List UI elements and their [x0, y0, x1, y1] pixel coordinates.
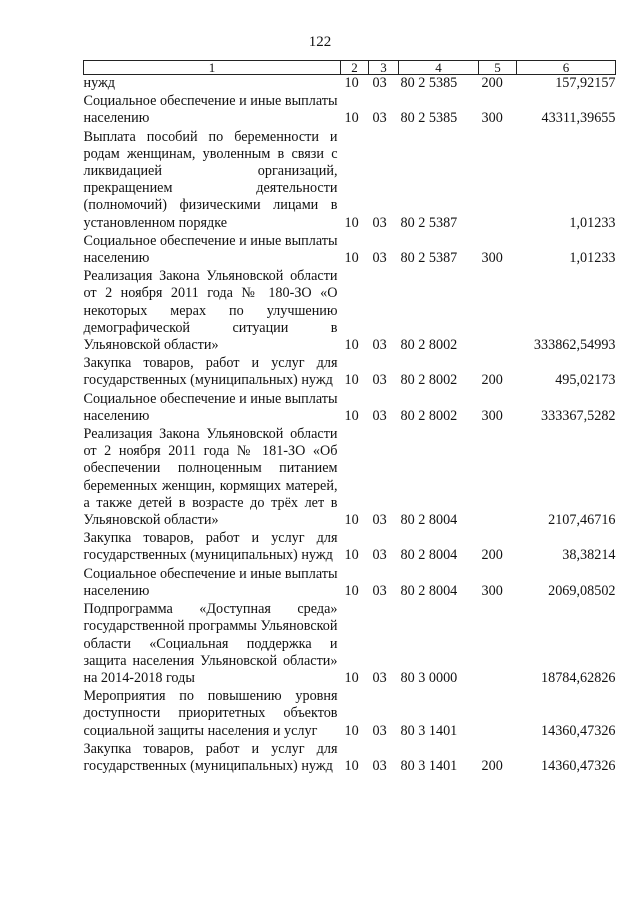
header-col-2: 2 [341, 61, 369, 75]
row-target-article: 80 2 5385 [400, 110, 458, 127]
row-amount: 2069,08502 [548, 582, 616, 599]
row-expense-type [479, 426, 517, 530]
row-expense-type: 300 [481, 582, 503, 599]
row-target-article: 80 2 8004 [400, 547, 458, 564]
row-section: 10 [344, 757, 359, 774]
table-row [84, 426, 616, 530]
row-expense-type: 200 [481, 757, 503, 774]
header-col-5: 5 [479, 61, 517, 75]
row-section: 10 [344, 110, 359, 127]
table-row [84, 530, 616, 565]
row-target-article: 80 2 5385 [400, 75, 458, 91]
row-subsection: 03 [372, 110, 387, 127]
row-section: 10 [344, 407, 359, 424]
row-expense-type [479, 129, 517, 233]
row-amount: 18784,62826 [541, 669, 616, 686]
row-description: Закупка товаров, работ и услуг для государственных (муниципальных) нужд [83, 355, 338, 389]
row-description: Социальное обеспечение и иные выплаты населению [83, 390, 338, 424]
row-amount: 333862,54993 [533, 337, 616, 354]
row-subsection: 03 [372, 337, 387, 354]
row-description: Мероприятия по повышению уровня доступности приоритетных объектов социальной защиты населения и услуг [83, 688, 338, 739]
row-section: 10 [344, 512, 359, 529]
row-expense-type: 200 [481, 547, 503, 564]
row-amount: 38,38214 [562, 547, 616, 564]
row-amount: 14360,47326 [541, 722, 616, 739]
row-subsection: 03 [372, 214, 387, 231]
table-row [84, 75, 616, 94]
table-row [84, 233, 616, 268]
row-expense-type: 300 [481, 110, 503, 127]
row-subsection: 03 [372, 512, 387, 529]
row-expense-type: 300 [481, 250, 503, 267]
row-subsection: 03 [372, 407, 387, 424]
row-subsection: 03 [372, 372, 387, 389]
row-description: Выплата пособий по беременности и родам женщинам, уволенным в связи с ликвидацией организаций, прекращением деятельности (полномочий) физическими лицами в установленном порядке [83, 128, 338, 231]
budget-table [83, 60, 616, 776]
row-target-article: 80 2 5387 [400, 214, 458, 231]
row-subsection: 03 [372, 75, 387, 91]
header-col-4: 4 [399, 61, 479, 75]
row-section: 10 [344, 582, 359, 599]
row-subsection: 03 [372, 757, 387, 774]
row-section: 10 [344, 722, 359, 739]
row-target-article: 80 2 5387 [400, 250, 458, 267]
row-description: Социальное обеспечение и иные выплаты населению [83, 232, 338, 267]
table-row [84, 268, 616, 355]
row-description: Закупка товаров, работ и услуг для государственных (муниципальных) нужд [83, 740, 338, 774]
row-description: Подпрограмма «Доступная среда» государственной программы Ульяновской области «Социальная поддержка и защита населения Ульяновской области» на 2014-2018 годы [83, 601, 338, 686]
row-amount: 333367,5282 [541, 407, 616, 424]
page-number: 122 [308, 34, 332, 50]
row-subsection: 03 [372, 547, 387, 564]
row-expense-type: 200 [481, 75, 503, 91]
header-col-3: 3 [369, 61, 399, 75]
row-subsection: 03 [372, 669, 387, 686]
table-row [84, 391, 616, 426]
table-row [84, 688, 616, 741]
row-section: 10 [344, 337, 359, 354]
row-expense-type: 200 [481, 372, 503, 389]
row-amount: 495,02173 [555, 372, 616, 389]
table-row [84, 355, 616, 390]
table-row [84, 129, 616, 233]
row-expense-type [479, 601, 517, 688]
row-target-article: 80 3 1401 [400, 757, 458, 774]
row-amount: 1,01233 [569, 250, 616, 267]
row-section: 10 [344, 250, 359, 267]
row-amount: 2107,46716 [548, 512, 616, 529]
row-target-article: 80 2 8004 [400, 512, 458, 529]
row-target-article: 80 2 8004 [400, 582, 458, 599]
row-target-article: 80 2 8002 [400, 337, 458, 354]
row-amount: 157,92157 [555, 75, 616, 91]
row-subsection: 03 [372, 582, 387, 599]
row-description: Реализация Закона Ульяновской области от 2 ноября 2011 года № 181-ЗО «Об обеспечении полноценным питанием беременных женщин, кормящих матерей, а также детей в возрасте до трёх лет в Ульяновской области» [83, 426, 338, 529]
row-amount: 43311,39655 [541, 110, 616, 127]
table-row [84, 741, 616, 776]
table-row [84, 566, 616, 601]
row-expense-type: 300 [481, 407, 503, 424]
row-target-article: 80 2 8002 [400, 372, 458, 389]
row-description: Социальное обеспечение и иные выплаты населению [83, 565, 338, 599]
row-target-article: 80 2 8002 [400, 407, 458, 424]
row-section: 10 [344, 214, 359, 231]
row-expense-type [479, 268, 517, 355]
table-row [84, 93, 616, 128]
row-target-article: 80 3 0000 [400, 669, 458, 686]
row-section: 10 [344, 669, 359, 686]
row-section: 10 [344, 75, 359, 91]
row-section: 10 [344, 372, 359, 389]
row-section: 10 [344, 547, 359, 564]
row-description: Реализация Закона Ульяновской области от 2 ноября 2011 года № 180-ЗО «О некоторых мерах по улучшению демографической ситуации в Ульяновской области» [83, 268, 338, 354]
table-header-row [84, 61, 616, 75]
table-row [84, 601, 616, 688]
row-expense-type [479, 688, 517, 741]
row-subsection: 03 [372, 722, 387, 739]
row-amount: 1,01233 [569, 214, 616, 231]
row-description: Социальное обеспечение и иные выплаты населению [83, 93, 338, 127]
row-description: нужд [83, 75, 116, 91]
row-description: Закупка товаров, работ и услуг для государственных (муниципальных) нужд [83, 530, 338, 564]
row-target-article: 80 3 1401 [400, 722, 458, 739]
row-subsection: 03 [372, 250, 387, 267]
header-col-1: 1 [84, 61, 341, 75]
header-col-6: 6 [517, 61, 616, 75]
row-amount: 14360,47326 [541, 757, 616, 774]
